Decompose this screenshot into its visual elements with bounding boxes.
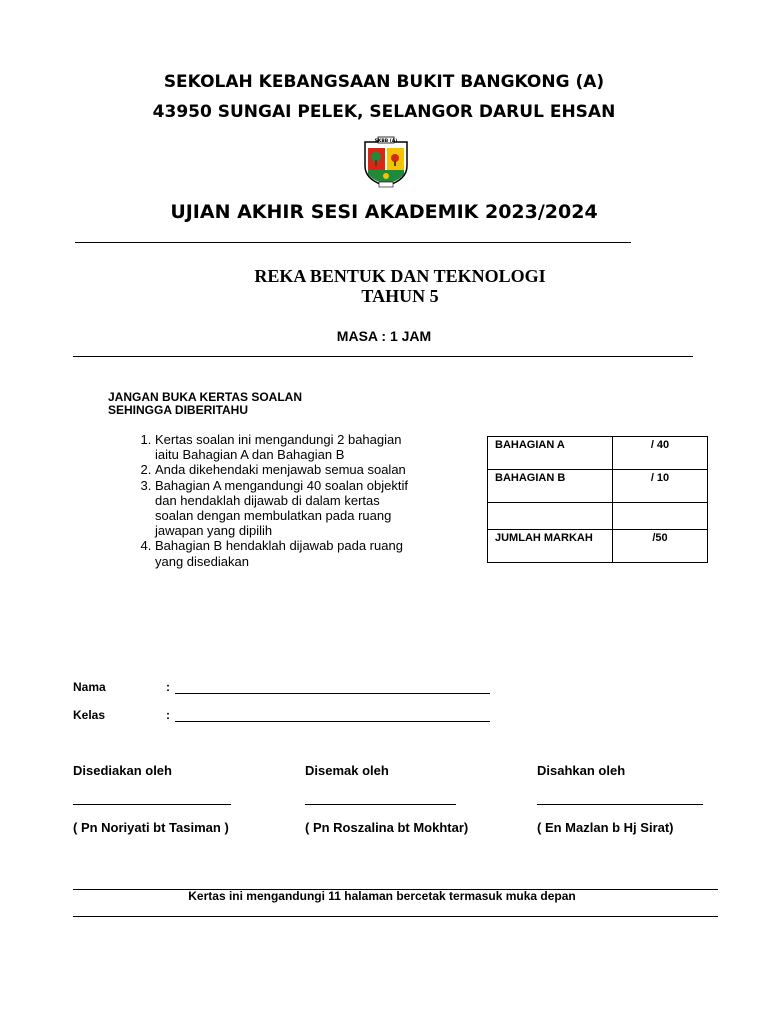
table-row xyxy=(488,503,708,530)
table-row xyxy=(488,437,708,470)
divider-2 xyxy=(73,356,693,357)
prepared-by-signature-line[interactable] xyxy=(73,804,231,805)
approved-by-signature-line[interactable] xyxy=(537,804,703,805)
school-name: SEKOLAH KEBANGSAAN BUKIT BANGKONG (A) xyxy=(163,72,605,92)
logo-text: SKBB (A) xyxy=(374,139,398,144)
class-label: Kelas xyxy=(73,708,106,722)
school-logo xyxy=(359,132,413,188)
score-cell: / 10 xyxy=(613,470,708,503)
divider-1 xyxy=(75,242,631,243)
exam-duration: MASA : 1 JAM xyxy=(336,328,432,344)
section-cell: BAHAGIAN B xyxy=(488,470,613,503)
checked-by-label: Disemak oleh xyxy=(305,763,389,778)
name-field[interactable] xyxy=(175,693,490,694)
footer-divider-bottom xyxy=(73,916,718,917)
approved-by-name: ( En Mazlan b Hj Sirat) xyxy=(537,820,674,835)
subject-title: REKA BENTUK DAN TEKNOLOGI xyxy=(254,266,546,286)
total-score-cell: /50 xyxy=(613,530,708,563)
marks-table xyxy=(487,436,708,563)
score-cell xyxy=(613,503,708,530)
checked-by-name: ( Pn Roszalina bt Mokhtar) xyxy=(305,820,469,835)
instruction-item: 2. Anda dikehendaki menjawab semua soalan xyxy=(155,462,415,477)
section-cell: BAHAGIAN A xyxy=(488,437,613,470)
instruction-item: 3. Bahagian A mengandungi 40 soalan objektif dan hendaklah dijawab di dalam kertas soalan dengan membulatkan pada ruang jawapan yang dipilih xyxy=(155,478,415,539)
class-colon: : xyxy=(166,708,170,722)
checked-by-signature-line[interactable] xyxy=(305,804,456,805)
name-label: Nama xyxy=(73,680,106,694)
warning-line-1: JANGAN BUKA KERTAS SOALAN xyxy=(108,390,303,404)
warning-line-2: SEHINGGA DIBERITAHU xyxy=(108,403,249,417)
table-row xyxy=(488,470,708,503)
year-title: TAHUN 5 xyxy=(361,286,439,306)
score-cell: / 40 xyxy=(613,437,708,470)
table-row xyxy=(488,530,708,563)
instructions-list xyxy=(115,432,415,569)
prepared-by-label: Disediakan oleh xyxy=(73,763,172,778)
exam-title: UJIAN AKHIR SESI AKADEMIK 2023/2024 xyxy=(170,201,598,223)
approved-by-label: Disahkan oleh xyxy=(537,763,626,778)
footer-note: Kertas ini mengandungi 11 halaman bercetak termasuk muka depan xyxy=(188,889,576,903)
class-field[interactable] xyxy=(175,721,490,722)
school-address: 43950 SUNGAI PELEK, SELANGOR DARUL EHSAN xyxy=(152,102,616,122)
instruction-item: 4. Bahagian B hendaklah dijawab pada ruang yang disediakan xyxy=(155,538,415,568)
name-colon: : xyxy=(166,680,170,694)
instruction-item: 1. Kertas soalan ini mengandungi 2 bahagian iaitu Bahagian A dan Bahagian B xyxy=(155,432,415,462)
section-cell xyxy=(488,503,613,530)
prepared-by-name: ( Pn Noriyati bt Tasiman ) xyxy=(73,820,229,835)
total-section-cell: JUMLAH MARKAH xyxy=(488,530,613,563)
